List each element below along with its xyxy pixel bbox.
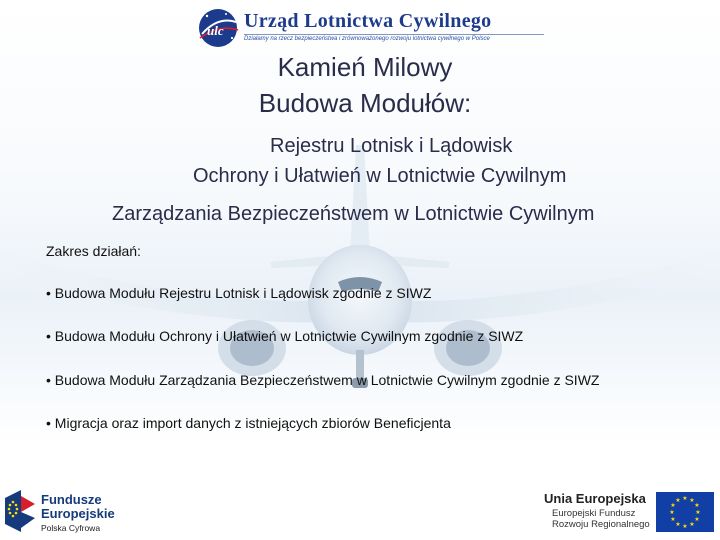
- fe-logo-line2: Europejskie: [41, 506, 115, 521]
- slide-title-line2: Budowa Modułów:: [258, 88, 472, 118]
- svg-text:★: ★: [695, 509, 701, 516]
- slide-title-line1: Kamień Milowy: [277, 52, 453, 82]
- fe-logo-line3: Polska Cyfrowa: [41, 523, 101, 533]
- module-name-2: Ochrony i Ułatwień w Lotnictwie Cywilnym: [193, 165, 567, 187]
- eu-logo-line3: Rozwoju Regionalnego: [552, 519, 650, 530]
- scope-item: • Budowa Modułu Zarządzania Bezpieczeństwem w Lotnictwie Cywilnym zgodnie z SIWZ: [46, 372, 600, 388]
- scope-item: • Budowa Modułu Rejestru Lotnisk i Lądowisk zgodnie z SIWZ: [46, 285, 432, 301]
- module-name-1: Rejestru Lotnisk i Lądowisk: [270, 135, 513, 157]
- svg-text:ulc: ulc: [207, 23, 224, 38]
- scope-item: • Migracja oraz import danych z istniejących zbiorów Beneficjenta: [46, 415, 451, 431]
- scope-label: Zakres działań:: [46, 243, 141, 259]
- fundusze-europejskie-logo: [0, 482, 118, 540]
- svg-text:★: ★: [675, 497, 681, 504]
- module-name-3: Zarządzania Bezpieczeństwem w Lotnictwie Cywilnym: [112, 203, 595, 225]
- scope-item: • Budowa Modułu Ochrony i Ułatwień w Lotnictwie Cywilnym zgodnie z SIWZ: [46, 328, 524, 344]
- svg-text:★: ★: [694, 502, 700, 509]
- svg-text:★: ★: [670, 502, 676, 509]
- org-name: Urząd Lotnictwa Cywilnego: [244, 10, 492, 32]
- svg-text:★: ★: [682, 523, 688, 530]
- eu-logo-line2: Europejski Fundusz: [552, 508, 636, 519]
- eu-flag-icon: [656, 492, 714, 532]
- svg-text:★: ★: [682, 495, 688, 502]
- eu-logo-line1: Unia Europejska: [544, 491, 646, 506]
- svg-text:★: ★: [694, 516, 700, 523]
- fundusze-europejskie-icon: [5, 488, 37, 534]
- svg-text:★: ★: [675, 521, 681, 528]
- org-tagline: Działamy na rzecz bezpieczeństwa i zrównoważonego rozwoju lotnictwa cywilnego w Polsce: [244, 36, 490, 42]
- svg-text:★: ★: [670, 516, 676, 523]
- fe-logo-line1: Fundusze: [41, 492, 102, 507]
- eu-logo: [538, 486, 720, 540]
- svg-text:★: ★: [689, 497, 695, 504]
- svg-text:★: ★: [689, 521, 695, 528]
- svg-text:★: ★: [669, 509, 675, 516]
